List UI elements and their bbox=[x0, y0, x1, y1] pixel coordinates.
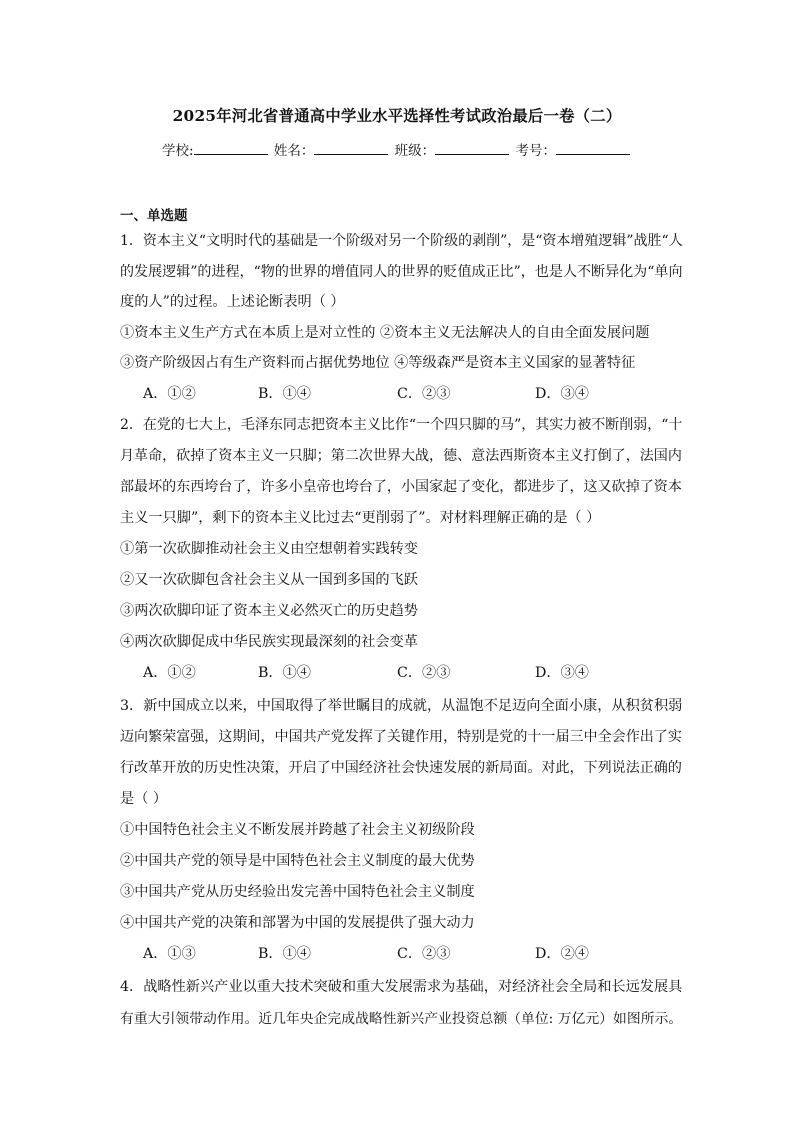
q2-text-line: 部最坏的东西垮台了，许多小皇帝也垮台了，小国家起了变化，都进步了，这又砍掉了资本 bbox=[120, 479, 682, 495]
name-blank[interactable] bbox=[314, 142, 388, 155]
q1-text-line: 1．资本主义“文明时代的基础是一个阶级对另一个阶级的剥削”，是“资本增殖逻辑”战胜“人 bbox=[120, 233, 683, 249]
section-title: 一、单选题 bbox=[120, 208, 188, 224]
q2-text-line: 月革命，砍掉了资本主义一只脚；第二次世界大战，德、意法西斯资本主义打倒了，法国内 bbox=[120, 448, 682, 464]
q1-statement: ①资本主义生产方式在本质上是对立性的 ②资本主义无法解决人的自由全面发展问题 bbox=[120, 325, 650, 341]
name-label: 姓名： bbox=[273, 143, 315, 159]
q1-option-d[interactable]: D．③④ bbox=[535, 386, 589, 402]
q3-statement: ③中国共产党从历史经验出发完善中国特色社会主义制度 bbox=[120, 884, 475, 900]
class-blank[interactable] bbox=[435, 142, 509, 155]
q3-text-line: 3．新中国成立以来，中国取得了举世瞩目的成就，从温饱不足迈向全面小康，从积贫积弱 bbox=[120, 698, 683, 714]
q2-option-d[interactable]: D．③④ bbox=[535, 665, 589, 681]
q2-statement: ③两次砍脚印证了资本主义必然灭亡的历史趋势 bbox=[120, 603, 418, 619]
q1-text-line: 度的人”的过程。上述论断表明（ ） bbox=[120, 294, 345, 310]
q2-text-line: 2．在党的七大上，毛泽东同志把资本主义比作“一个四只脚的马”，其实力被不断削弱，“十 bbox=[120, 417, 683, 433]
q1-option-a[interactable]: A．①② bbox=[143, 386, 196, 402]
q2-statement: ①第一次砍脚推动社会主义由空想朝着实践转变 bbox=[120, 541, 418, 557]
q1-statement: ③资产阶级因占有生产资料而占据优势地位 ④等级森严是资本主义国家的显著特征 bbox=[120, 355, 636, 371]
exam-title: 2025年河北省普通高中学业水平选择性考试政治最后一卷（二） bbox=[172, 107, 622, 125]
q2-option-c[interactable]: C．②③ bbox=[397, 665, 451, 681]
q3-option-d[interactable]: D．②④ bbox=[535, 946, 589, 962]
class-label: 班级： bbox=[394, 143, 436, 159]
q3-text-line: 是（ ） bbox=[120, 791, 168, 807]
q1-option-c[interactable]: C．②③ bbox=[397, 386, 451, 402]
q2-option-a[interactable]: A．①② bbox=[143, 665, 196, 681]
q2-text-line: 主义一只脚”，剩下的资本主义比过去“更削弱了”。对材料理解正确的是（ ） bbox=[120, 510, 601, 526]
q3-text-line: 行改革开放的历史性决策，开启了中国经济社会快速发展的新局面。对此，下列说法正确的 bbox=[120, 760, 682, 776]
q2-statement: ②又一次砍脚包含社会主义从一国到多国的飞跃 bbox=[120, 572, 418, 588]
q3-statement: ①中国特色社会主义不断发展并跨越了社会主义初级阶段 bbox=[120, 822, 475, 838]
exam-no-label: 考号： bbox=[515, 143, 556, 159]
q4-text-line: 4．战略性新兴产业以重大技术突破和重大发展需求为基础，对经济社会全局和长远发展具 bbox=[120, 979, 683, 995]
q3-statement: ④中国共产党的决策和部署为中国的发展提供了强大动力 bbox=[120, 915, 475, 931]
q3-option-c[interactable]: C．②③ bbox=[397, 946, 451, 962]
q2-statement: ④两次砍脚促成中华民族实现最深刻的社会变革 bbox=[120, 634, 418, 650]
q1-text-line: 的发展逻辑”的进程，“物的世界的增值同人的世界的贬值成正比”，也是人不断异化为“单向 bbox=[120, 264, 683, 280]
exam-no-blank[interactable] bbox=[556, 142, 630, 155]
q3-option-b[interactable]: B．①④ bbox=[258, 946, 311, 962]
q3-statement: ②中国共产党的领导是中国特色社会主义制度的最大优势 bbox=[120, 853, 475, 869]
q1-option-b[interactable]: B．①④ bbox=[258, 386, 311, 402]
q3-option-a[interactable]: A．①③ bbox=[143, 946, 196, 962]
q4-text-line: 有重大引领带动作用。近几年央企完成战略性新兴产业投资总额（单位: 万亿元）如图所示。 bbox=[120, 1011, 683, 1027]
student-info-line bbox=[0, 139, 794, 159]
school-label: 学校: bbox=[162, 143, 194, 159]
school-blank[interactable] bbox=[194, 142, 268, 155]
q2-option-b[interactable]: B．①④ bbox=[258, 665, 311, 681]
q3-text-line: 迈向繁荣富强，这期间，中国共产党发挥了关键作用，特别是党的十一届三中全会作出了实 bbox=[120, 729, 682, 745]
